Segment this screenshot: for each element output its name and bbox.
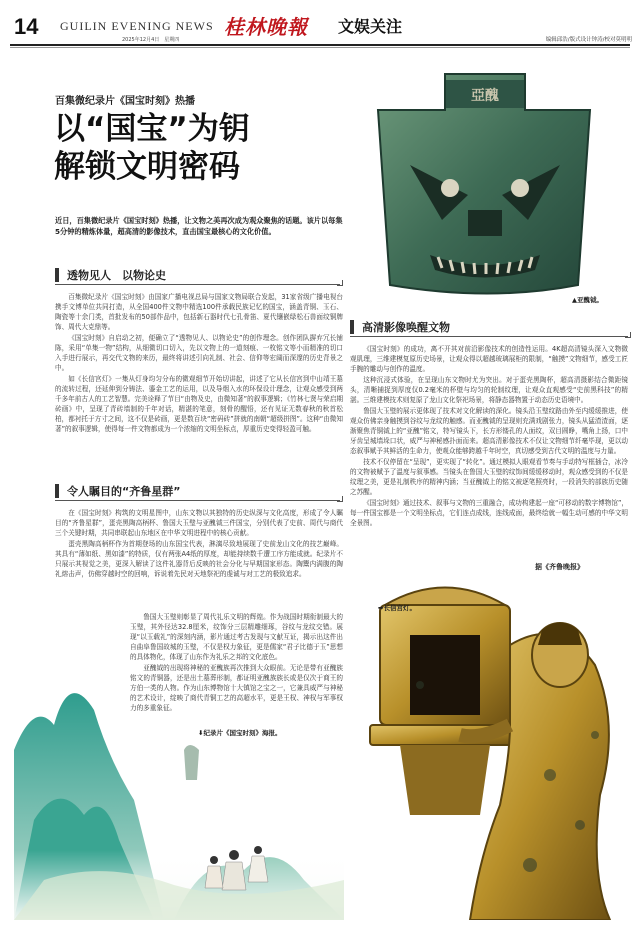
page-number: 14: [14, 14, 39, 39]
poster-caption: ⬇纪录片《国宝时刻》海报。: [198, 729, 282, 737]
paragraph: 百集微纪录片《国宝时刻》由国家广播电视总局与国家文物局联合发起，31家省级广播电视台携手文博单位共同打造，从全国400件文物中精选100件承载民族记忆的国宝，涵盖青铜、玉石、陶瓷等十余门类，首批发布的50部作品中，包括新石器时代七孔骨笛、夏代镶嵌绿松石兽面纹铜牌饰、周代大克鼎等。: [55, 293, 343, 331]
section-name: 文娱关注: [338, 17, 403, 36]
paragraph: 如《长信宫灯》一集从灯身均匀分布的微观细节开始切讲起，讲述了它从长信宫到中山靖王墓的流转过程，还延伸到分铸法、鎏金工艺的运用，以及导烟入水的环保设计理念，让观众感受到两千多年前古人的工艺智慧。完美诠释了节目“由物及史，由微知著”的叙事逻辑；《竹林七贤与荣启期砖画》中，呈现了青砖墙制的千年对话，精湛的笔意，刻骨的醒悟，还有见证无数春秋的秋首松柏，都衬托于方寸之间，这不仅是砖画，更是数百块“密码砖”拼就的南朝“超级拼图”。这种“由微知著”的叙事逻辑，使得每一件文物都成为一个浓缩的文明坐标点，厚重历史变得轻盈可触。: [55, 375, 343, 433]
svg-text:亞醜: 亞醜: [471, 88, 499, 104]
section-title-2: 令人瞩目的“齐鲁星群”: [67, 485, 181, 498]
paragraph: 技术不仅停留在“呈现”，更实现了“转化”。通过模拟人眼观看节奏与手动特写框插合，冰冷的文物被赋予了温度与叙事感。当镜头在鲁国大玉璧的纹饰间缓缓移动时，观众感受到的不仅是纹理之美，更是礼制秩序的精神内涵；当亚醜钺上的铭文被逐笔照亮时，一段消失的部族历史随之苏醒。: [350, 458, 628, 496]
headline: [54, 110, 314, 186]
section-2-body-b: [130, 612, 343, 714]
headline-line-2: 解锁文明密码: [54, 149, 240, 185]
source-credit: 据《齐鲁晚报》: [535, 563, 584, 571]
masthead-rule: [10, 44, 630, 46]
section-title-1: 透物见人 以物论史: [67, 269, 166, 282]
paragraph: 《国宝时刻》通过技术、叙事与文物的三重融合，成功构建起一座“可移动的数字博物馆”，每一件国宝都是一个文明坐标点，它们连点成线，连线成面，最终绘就一幅生动可感的中华文明全景图。: [350, 499, 628, 527]
section-header-2: [55, 482, 340, 500]
paragraph: 亚醜钺的出现将神秘的亚醜族再次推到大众眼前。无论是带有亚醜族铭文的青铜器，还是出土墓葬形制，都证明亚醜族族长或是仅次于商王的方伯一类的人物。作为山东博物馆十大镇馆之宝之一，它兼具威严与神秘的艺术设计，绽映了商代青铜工艺的高超水平，更是王权、神权与军事权力的多重象征。: [130, 664, 343, 712]
paragraph: 这种沉浸式体验，在呈现山东文物时尤为突出。对于蛋壳黑陶杯，超高清摄影结合微距镜头，清晰捕捉到厚度仅0.2毫米的杯壁与均匀的轮制纹理，让观众直观感受“史前黑科技”的精湛。三维建模技术则复原了龙山文化祭祀场景，将静态器物置于动态历史语境中。: [350, 376, 628, 404]
section-3-body: [350, 344, 628, 529]
paragraph: 《国宝时刻》自启动之初，便确立了“透物见人、以物论史”的创作理念。创作团队摒弃冗长铺陈，采用“单集一物”结构，从细微切口切入，先以文物上的一道刻痕、一枚铭文等小而精准的切口入手进行展示，再交代文物的来历，最终将讲述引向礼制、社会、信仰等宏阔而深邃的历史背景之中。: [55, 334, 343, 372]
paper-logo: 桂林晚報: [224, 15, 308, 39]
paragraph: 鲁国大玉璧则彰显了周代礼乐文明的辉煌。作为战国时期衔制最大的玉璧，其外径达32.8厘米，纹饰分三层精雕细琢，谷纹与龙纹交错。展现“以玉载礼”的深刻内涵，影片通过考古发现与文献互证，揭示出这件出自曲阜鲁国故城的玉璧，不仅是权力象征，更是儒家“君子比德于玉”思想的具体物化，体现了山东作为礼乐之邦的文化底色。: [130, 613, 343, 661]
paragraph: 《国宝时刻》的成功，离不开其对前沿影像技术的创造性运用。4K超高清镜头深入文物微观肌理，三维建模复原历史场景，让观众得以超越玻璃展柜的限制，“触摸”文物细节，感受工匠手腕的雕动与创作的温度。: [350, 345, 628, 373]
lamp-caption: ➡长信宫灯。: [378, 604, 416, 612]
lead-paragraph: 近日，百集微纪录片《国宝时刻》热播，让文物之美再次成为观众聚焦的话题。该片以每集5分钟的精炼体量，超高清的影像技术，直击国宝最核心的文化价值。: [55, 216, 343, 236]
section-header-1: [55, 266, 340, 284]
paragraph: 蛋壳黑陶高柄杯作为首期登场的山东国宝代表，淋漓尽致地展现了史前龙山文化的技艺巅峰。其具有“薄如纸、黑如漆”的特质，仅有两张A4纸的厚度，却能持续数千遭工序方能成就。纪录片不只展示其视觉之美，更深入解读了这件礼器背后反映的社会分化与早期国家形态。陶鬻内满腹的陶礼熔击声，仿佛穿越时空的回响，诉说着先民对天地祭祀的虔诚与对工艺的极致追求。: [55, 540, 343, 578]
paragraph: 在《国宝时刻》构筑的文明星图中，山东文物以其独特的历史纵深与文化高度，形成了令人瞩目的“齐鲁星群”，蛋壳黑陶高柄杯、鲁国大玉璧与亚醜钺三件国宝，分别代表了史前、周代与商代三个关键时期，共同串联起山东地区在中华文明进程中的核心贡献。: [55, 509, 343, 537]
masthead: [0, 0, 640, 46]
paper-name-en: GUILIN EVENING NEWS: [60, 19, 214, 33]
section-header-3: [350, 318, 630, 336]
paragraph: 鲁国大玉璧的展示更体现了技术对文化解读的深化。镜头沿玉璧纹路由外至内缓缓推进，使观众仿佛亲身触摸到谷纹与龙纹的触感。而亚醜钺的呈现则充满戏剧张力，镜头从猛渣渣面，逐渐聚焦青铜钺上的“亚醜”铭文，特写镜头下，长方形镂孔的人面纹，双目圆睁，嘴角上扬，口中牙齿呈城墙垛口状，威严与神秘感扑面而来。超高清影像技术不仅让文物细节纤毫毕现，更以动态叙事赋予其鲜活的生命力，使观众能够跨越千年时空，真切感受到古代文明的温度与力量。: [350, 407, 628, 455]
headline-line-1: 以“国宝”为钥: [54, 111, 250, 147]
masthead-rule-thin: [10, 47, 630, 48]
issue-date: 2025年12月4日 星期四: [122, 37, 180, 43]
article-kicker: 百集微纪录片《国宝时刻》热播: [55, 96, 195, 107]
relic-caption: ▲亚醜钺。: [572, 296, 603, 304]
section-1-body: [55, 292, 343, 435]
editor-credits: 编辑邱浩/版式设计钟涛/校对莫明明: [545, 37, 632, 43]
documentary-poster-illustration: [14, 550, 344, 920]
section-title-3: 高清影像唤醒文物: [362, 321, 450, 334]
changxin-palace-lamp-photo: [360, 575, 630, 920]
yachou-axe-photo: [350, 70, 625, 300]
